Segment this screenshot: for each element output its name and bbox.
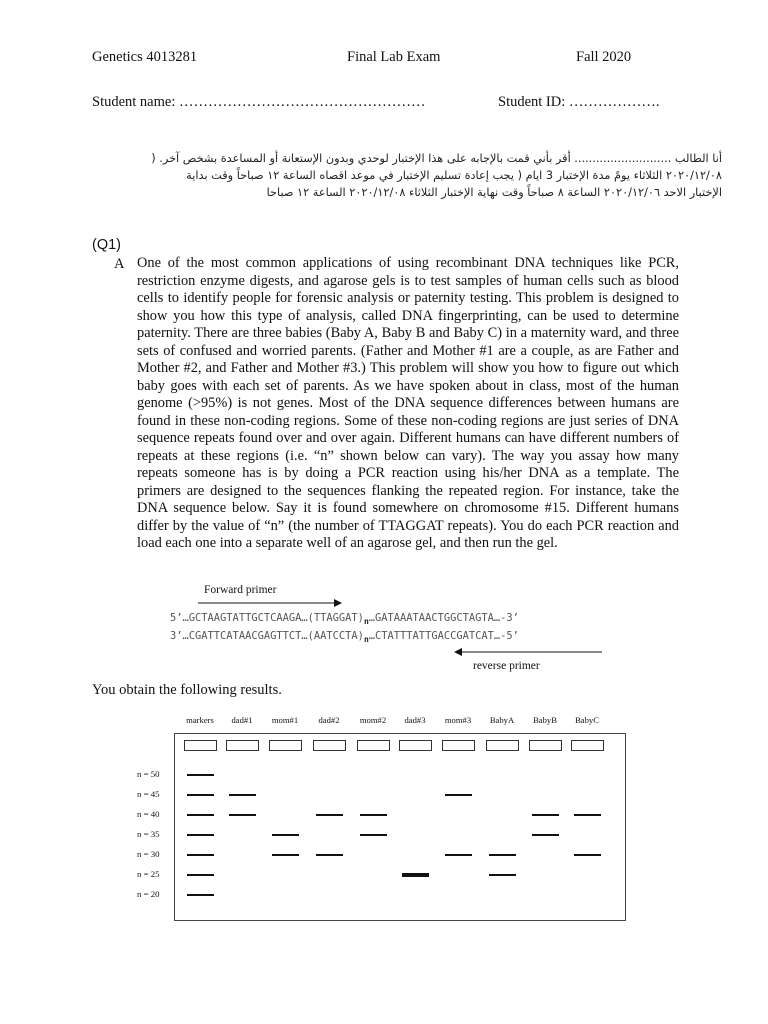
gel-band-mom1-n35 — [272, 834, 299, 836]
bottom-strand-sequence: $3’\dots CGATTCATAACGAGTTCT\dots(AATCCTA)_n\dots CTATTTATTGACCGATCAT\dots-5$’ — [170, 630, 519, 645]
gel-well-markers — [184, 740, 217, 751]
gel-band-babyb-n35 — [532, 834, 559, 836]
reverse-primer-arrow — [454, 646, 604, 658]
marker-size-label: n = 20 — [137, 889, 160, 899]
gel-band-mom2-n35 — [360, 834, 387, 836]
top-strand-sequence: $5’\dots GCTAAGTATTGCTCAAGA\dots(TTAGGAT)_n\dots GATAAATAACTGGCTAGTA\dots-3$’ — [170, 612, 519, 627]
gel-well-dad2 — [313, 740, 346, 751]
marker-size-label: n = 50 — [137, 769, 160, 779]
gel-band-dad1-n40 — [229, 814, 256, 816]
question-text: One of the most common applications of using recombinant DNA techniques like PCR, restriction enzyme digests, and agarose gels is to test samples of human cells such as blood cells to identify people for forensic analysis or paternity testing. This problem is designed to show you how this type of analysis, called DNA fingerprinting, can be used to determine paternity. There are three babies (Baby A, Baby B and Baby C) in a maternity ward, and three sets of confused and worried parents. (Father and Mother #1 are a couple, as are Father and Mother #2, and Father and Mother #3.) This problem will show you how to figure out which baby goes with each set of parents. As we have spoken about in class, most of the human genome (>95%) is not genes. Most of the DNA sequence differences between humans are found in these non-coding regions. Some of these non-coding regions are just series of DNA sequence repeats found over and over again. Different humans can have different numbers of repeats at these regions (i.e. “n” shown below can vary). The way you assay how many repeats someone has is by doing a PCR reaction using his/her DNA as a template. The primers are designed to the sequences flanking the repeated region. For instance, take the DNA sequence below. Say it is found somewhere on chromosome #15. Different humans differ by the value of “n” (the number of TTAGGAT repeats). You do each PCR reaction and load each one into a separate well of an agarose gel, and then run the gel. — [137, 255, 679, 551]
gel-band-dad3-n25 — [402, 873, 429, 877]
reverse-primer-label: reverse primer — [473, 660, 540, 672]
marker-size-label: n = 40 — [137, 809, 160, 819]
gel-frame — [174, 733, 626, 921]
lane-label-dad1: dad#1 — [231, 715, 253, 725]
lane-label-mom3: mom#3 — [444, 715, 472, 725]
lane-label-babya: BabyA — [489, 715, 515, 725]
gel-band-babya-n30 — [489, 854, 516, 856]
gel-well-dad3 — [399, 740, 432, 751]
gel-band-markers-n50 — [187, 774, 214, 776]
exam-title: Final Lab Exam — [347, 49, 441, 65]
lane-label-markers: markers — [186, 715, 214, 725]
student-id-field[interactable]: Student ID: ………………. — [498, 94, 660, 110]
gel-band-markers-n30 — [187, 854, 214, 856]
gel-well-babyb — [529, 740, 562, 751]
gel-band-markers-n25 — [187, 874, 214, 876]
lane-label-mom1: mom#1 — [271, 715, 299, 725]
course-code: Genetics 4013281 — [92, 49, 198, 65]
forward-primer-label: Forward primer — [204, 584, 277, 596]
student-name-field[interactable]: Student name: …………………………………………… — [92, 94, 426, 110]
marker-size-label: n = 35 — [137, 829, 160, 839]
gel-well-dad1 — [226, 740, 259, 751]
lane-label-mom2: mom#2 — [359, 715, 387, 725]
gel-band-mom1-n30 — [272, 854, 299, 856]
gel-well-mom1 — [269, 740, 302, 751]
gel-band-dad2-n30 — [316, 854, 343, 856]
pledge-line-2: ٢٠٢٠/١٢/٠٨ الثلاثاء يومً مدة الإختبار 3 ايام ( يجب إعادة تسليم الإختبار في موعد اقصاه الساعة ١٢ صباحاً وقت بداية — [186, 169, 722, 182]
gel-band-dad1-n45 — [229, 794, 256, 796]
gel-band-markers-n40 — [187, 814, 214, 816]
pledge-line-3: الإختبار الاحد ٢٠٢٠/١٢/٠٦ الساعة ٨ صباحاً وقت نهاية الإختبار الثلاثاء ٢٠٢٠/١٢/٠٨ الساعة ١٢ صباحا — [266, 186, 722, 199]
gel-well-babyc — [571, 740, 604, 751]
question-part-label: A — [114, 256, 125, 272]
gel-band-babya-n25 — [489, 874, 516, 876]
marker-size-label: n = 45 — [137, 789, 160, 799]
gel-band-dad2-n40 — [316, 814, 343, 816]
gel-band-mom3-n45 — [445, 794, 472, 796]
lane-label-dad2: dad#2 — [318, 715, 340, 725]
gel-well-mom2 — [357, 740, 390, 751]
forward-primer-arrow — [198, 597, 343, 609]
pledge-line-1: أنا الطالب ........................... أقر بأني قمت بالإجابه على هذا الإختبار لوحدي وبدون الإستعانة أو المساعدة بشخص آخر. ( — [151, 152, 722, 165]
gel-band-markers-n45 — [187, 794, 214, 796]
lane-label-babyb: BabyB — [533, 715, 557, 725]
marker-size-label: n = 25 — [137, 869, 160, 879]
gel-band-mom2-n40 — [360, 814, 387, 816]
marker-size-label: n = 30 — [137, 849, 160, 859]
gel-band-markers-n35 — [187, 834, 214, 836]
lane-label-dad3: dad#3 — [404, 715, 426, 725]
exam-term: Fall 2020 — [576, 49, 632, 65]
gel-band-babyb-n40 — [532, 814, 559, 816]
lane-label-babyc: BabyC — [575, 715, 599, 725]
gel-band-mom3-n30 — [445, 854, 472, 856]
gel-well-mom3 — [442, 740, 475, 751]
gel-band-markers-n20 — [187, 894, 214, 896]
gel-well-babya — [486, 740, 519, 751]
gel-band-babyc-n40 — [574, 814, 601, 816]
gel-band-babyc-n30 — [574, 854, 601, 856]
results-intro: You obtain the following results. — [92, 682, 282, 698]
question-number: (Q1) — [92, 237, 121, 253]
